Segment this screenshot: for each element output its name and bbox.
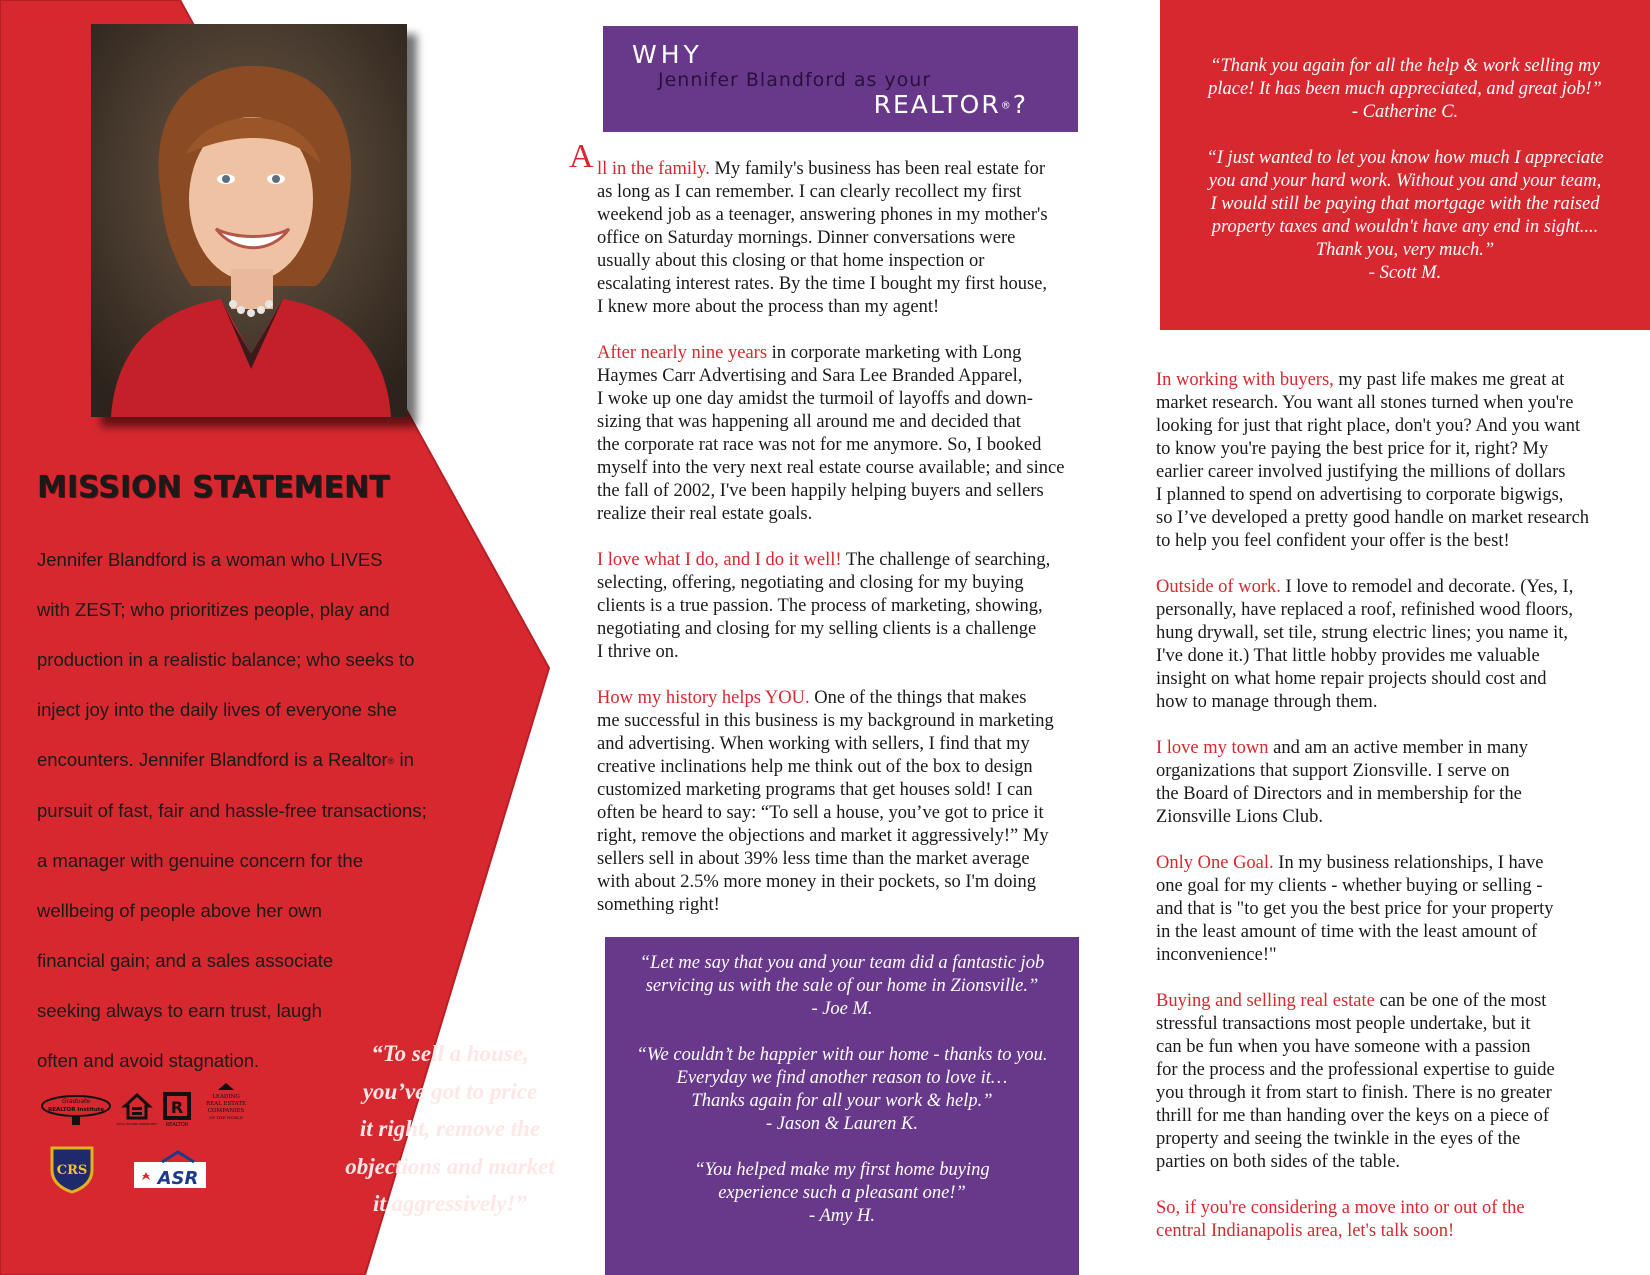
paragraph-line: and advertising. When working with sellers, I find that my [597, 734, 1030, 754]
middle-column [569, 138, 1097, 940]
paragraph-line: you through it from start to finish. There is no greater [1156, 1083, 1552, 1103]
banner-why: WHY [632, 40, 703, 69]
right-column [1156, 369, 1626, 1266]
paragraph-line: creative inclinations help me think out of the box to design [597, 757, 1033, 777]
paragraph-text: In my business relationships, I have [1273, 853, 1544, 873]
paragraph-lead: I love what I do, and I do it well! [597, 550, 842, 570]
testimonial-author: - Jason & Lauren K. [766, 1114, 918, 1134]
paragraph-lead: ll in the family. [597, 159, 710, 179]
paragraph-line: the fall of 2002, I've been happily helping buyers and sellers [597, 481, 1044, 501]
paragraph-line: stressful transactions most people undertake, but it [1156, 1014, 1531, 1034]
banner-reg-mark: ® [1000, 100, 1013, 112]
paragraph-line: in the least amount of time with the least amount of [1156, 922, 1538, 942]
paragraph-line: I thrive on. [597, 642, 679, 662]
testimonial-line: “I just wanted to let you know how much I appreciate [1206, 148, 1604, 168]
realtor-label: REALTOR [165, 1122, 189, 1128]
paragraph-line: market research. You want all stones turned when you're [1156, 393, 1574, 413]
mission-statement-body [37, 535, 447, 1086]
closing-line: central Indianapolis area, let's talk soon! [1156, 1221, 1455, 1241]
paragraph-line: the Board of Directors and in membership for the [1156, 784, 1522, 804]
lrec-line2: REAL ESTATE [205, 1101, 247, 1107]
mission-statement-title: MISSION STATEMENT [37, 470, 390, 505]
paragraph-line: usually about this closing or that home inspection or [597, 251, 985, 271]
pull-quote [330, 1035, 570, 1223]
paragraph-lead: In working with buyers, [1156, 370, 1334, 390]
paragraph-history [597, 687, 1097, 917]
paragraph-text: One of the things that makes [809, 688, 1027, 708]
drop-cap: A [569, 138, 594, 175]
mission-line: inject joy into the daily lives of everyone she [37, 699, 397, 720]
paragraph-line: clients is a true passion. The process of marketing, showing, [597, 596, 1043, 616]
paragraph-line: often be heard to say: “To sell a house, you’ve got to price it [597, 803, 1044, 823]
paragraph-text: I love to remodel and decorate. (Yes, I, [1280, 577, 1574, 597]
testimonial-line: Thank you, very much.” [1315, 240, 1495, 260]
testimonial-line: “We couldn’t be happier with our home - thanks to you. [636, 1045, 1048, 1065]
paragraph-line: something right! [597, 895, 720, 915]
mission-line [37, 735, 447, 786]
paragraph-line: and that is "to get you the best price for your property [1156, 899, 1554, 919]
paragraph-line: inconvenience!" [1156, 945, 1277, 965]
testimonial-line: Thanks again for all your work & help.” [691, 1091, 993, 1111]
paragraph-line: thrill for me than handing over the keys on a piece of [1156, 1106, 1549, 1126]
paragraph-line: sellers sell in about 39% less time than the market average [597, 849, 1030, 869]
paragraph-line: escalating interest rates. By the time I bought my first house, [597, 274, 1048, 294]
paragraph-line: realize their real estate goals. [597, 504, 813, 524]
paragraph-lead: How my history helps YOU. [597, 688, 810, 708]
crs-badge-icon [48, 1142, 96, 1194]
paragraph-line: me successful in this business is my background in marketing [597, 711, 1054, 731]
paragraph-lead: I love my town [1156, 738, 1269, 758]
equal-housing-icon [116, 1092, 158, 1128]
paragraph-line: right, remove the objections and market it aggressively!” My [597, 826, 1049, 846]
closing-line: So, if you're considering a move into or out of the [1156, 1198, 1525, 1218]
paragraph-lead: After nearly nine years [597, 343, 768, 363]
paragraph-line: weekend job as a teenager, answering phones in my mother's [597, 205, 1048, 225]
paragraph-line: for the process and the professional expertise to guide [1156, 1060, 1555, 1080]
lrec-line4: OF THE WORLD [209, 1115, 243, 1120]
testimonial-line: place! It has been much appreciated, and great job!” [1208, 79, 1602, 99]
paragraph-goal [1156, 852, 1626, 967]
lrec-line1: LEADING [212, 1094, 240, 1100]
banner-question-mark: ? [1012, 90, 1028, 119]
paragraph-line: office on Saturday mornings. Dinner conversations were [597, 228, 1016, 248]
paragraph-text: my past life makes me great at [1333, 370, 1565, 390]
paragraph-outside-work [1156, 576, 1626, 714]
mission-line: financial gain; and a sales associate [37, 950, 334, 972]
paragraph-line: I planned to spend on advertising to corporate bigwigs, [1156, 485, 1564, 505]
mission-line: with ZEST; who prioritizes people, play and [37, 599, 390, 620]
paragraph-line: to help you feel confident your offer is the best! [1156, 531, 1510, 551]
gri-mid-text: REALTOR Institute [47, 1107, 105, 1113]
paragraph-text: My family's business has been real estate for [709, 159, 1046, 179]
testimonial-author: - Amy H. [809, 1206, 875, 1226]
paragraph-line: Zionsville Lions Club. [1156, 807, 1324, 827]
paragraph-line: hung drywall, set tile, strung electric lines; you name it, [1156, 623, 1569, 643]
mission-line-tail: in [399, 749, 414, 770]
paragraph-line: sizing that was happening all around me and decided that [597, 412, 1021, 432]
mission-line: wellbeing of people above her own [37, 900, 322, 922]
gri-logo [40, 1092, 112, 1126]
pull-quote-line: you’ve got to price [362, 1078, 538, 1104]
mission-line: Jennifer Blandford is a woman who LIVES [37, 549, 383, 570]
mission-line: often and avoid stagnation. [37, 1050, 260, 1072]
banner-realtor [874, 90, 1028, 119]
mission-line: a manager with genuine concern for the [37, 850, 364, 872]
paragraph-family [569, 138, 1097, 319]
paragraph-text: can be one of the most [1374, 991, 1547, 1011]
paragraph-buyers [1156, 369, 1626, 553]
testimonial-author: - Joe M. [811, 999, 873, 1019]
paragraph-line: I've done it.) That little hobby provides me valuable [1156, 646, 1540, 666]
testimonial-author: - Catherine C. [1351, 102, 1459, 122]
paragraph-line: parties on both sides of the table. [1156, 1152, 1401, 1172]
leading-real-estate-logo [198, 1080, 254, 1132]
paragraph-line: earlier career involved justifying the millions of dollars [1156, 462, 1566, 482]
paragraph-line: Haymes Carr Advertising and Sara Lee Branded Apparel, [597, 366, 1023, 386]
paragraph-line: one goal for my clients - whether buying or selling - [1156, 876, 1543, 896]
paragraph-line: so I’ve developed a pretty good handle on market research [1156, 508, 1590, 528]
paragraph-line: to know you're paying the best price for it, right? My [1156, 439, 1549, 459]
paragraph-line: insight on what home repair projects should cost and [1156, 669, 1547, 689]
paragraph-career [597, 342, 1097, 526]
paragraph-town [1156, 737, 1626, 829]
banner-name-line: Jennifer Blandford as your [658, 69, 932, 91]
paragraph-line: organizations that support Zionsville. I serve on [1156, 761, 1510, 781]
asr-text: ASR [157, 1168, 199, 1189]
paragraph-line: the corporate rat race was not for me anymore. So, I booked [597, 435, 1042, 455]
equal-housing-label: EQUAL HOUSING OPPORTUNITY [116, 1123, 158, 1126]
testimonial-line: experience such a pleasant one!” [718, 1183, 966, 1203]
paragraph-text: in corporate marketing with Long [767, 343, 1022, 363]
paragraph-line: personally, have replaced a roof, refinished wood floors, [1156, 600, 1573, 620]
mission-line: seeking always to earn trust, laugh [37, 1000, 322, 1022]
gri-top-text: Graduate [61, 1098, 91, 1105]
agent-portrait [91, 24, 407, 417]
pull-quote-line: it aggressively!” [373, 1191, 527, 1216]
testimonial-line: I would still be paying that mortgage with the raised [1210, 194, 1600, 214]
paragraph-line: with about 2.5% more money in their pockets, so I'm doing [597, 872, 1037, 892]
paragraph-line: can be fun when you have someone with a passion [1156, 1037, 1531, 1057]
paragraph-line: customized marketing programs that get houses sold! I can [597, 780, 1033, 800]
testimonial-line: “You helped make my first home buying [694, 1160, 990, 1180]
paragraph-text: The challenge of searching, [841, 550, 1051, 570]
registered-mark: ® [387, 756, 395, 767]
paragraph-line: looking for just that right place, don't you? And you want [1156, 416, 1581, 436]
closing-call-to-action [1156, 1197, 1626, 1243]
paragraph-line: negotiating and closing for my selling clients is a challenge [597, 619, 1037, 639]
paragraph-line: as long as I can remember. I can clearly recollect my first [597, 182, 1022, 202]
pull-quote-line: it right, remove the [359, 1116, 541, 1141]
paragraph-lead: Only One Goal. [1156, 853, 1274, 873]
pull-quote-line: objections and market [345, 1153, 555, 1179]
testimonial-line: “Thank you again for all the help & work selling my [1210, 56, 1600, 76]
testimonial-author: - Scott M. [1368, 263, 1442, 283]
svg-text:R: R [170, 1098, 184, 1117]
testimonial-line: servicing us with the sale of our home in Zionsville.” [645, 976, 1039, 996]
testimonial-line: property taxes and wouldn't have any end in sight.... [1211, 217, 1599, 237]
paragraph-text: and am an active member in many [1268, 738, 1528, 758]
paragraph-line: myself into the very next real estate course available; and since [597, 458, 1065, 478]
realtor-r-icon [160, 1090, 194, 1128]
banner-realtor-word: REALTOR [873, 90, 1001, 119]
why-banner [603, 26, 1078, 132]
paragraph-love [597, 549, 1097, 664]
paragraph-lead: Buying and selling real estate [1156, 991, 1375, 1011]
mission-line-text: encounters. Jennifer Blandford is a Realtor [37, 749, 388, 770]
paragraph-line: I woke up one day amidst the turmoil of layoffs and down- [597, 389, 1033, 409]
asr-logo [132, 1150, 208, 1190]
paragraph-line: I knew more about the process than my agent! [597, 297, 940, 317]
pull-quote-line: “To sell a house, [371, 1041, 529, 1066]
testimonials-purple [605, 937, 1079, 1275]
testimonial-line: Everyday we find another reason to love it… [676, 1068, 1008, 1088]
testimonial-line: “Let me say that you and your team did a fantastic job [639, 953, 1045, 973]
testimonial-line: you and your hard work. Without you and your team, [1208, 171, 1602, 191]
paragraph-line: property and seeing the twinkle in the eyes of the [1156, 1129, 1521, 1149]
lrec-line3: COMPANIES [207, 1108, 245, 1114]
testimonials-red [1160, 0, 1650, 330]
paragraph-line: selecting, offering, negotiating and closing for my buying [597, 573, 1024, 593]
paragraph-lead: Outside of work. [1156, 577, 1281, 597]
paragraph-line: how to manage through them. [1156, 692, 1378, 712]
mission-line: production in a realistic balance; who seeks to [37, 649, 415, 670]
crs-text: CRS [56, 1163, 88, 1178]
paragraph-buying-selling [1156, 990, 1626, 1174]
mission-line: pursuit of fast, fair and hassle-free transactions; [37, 800, 427, 822]
